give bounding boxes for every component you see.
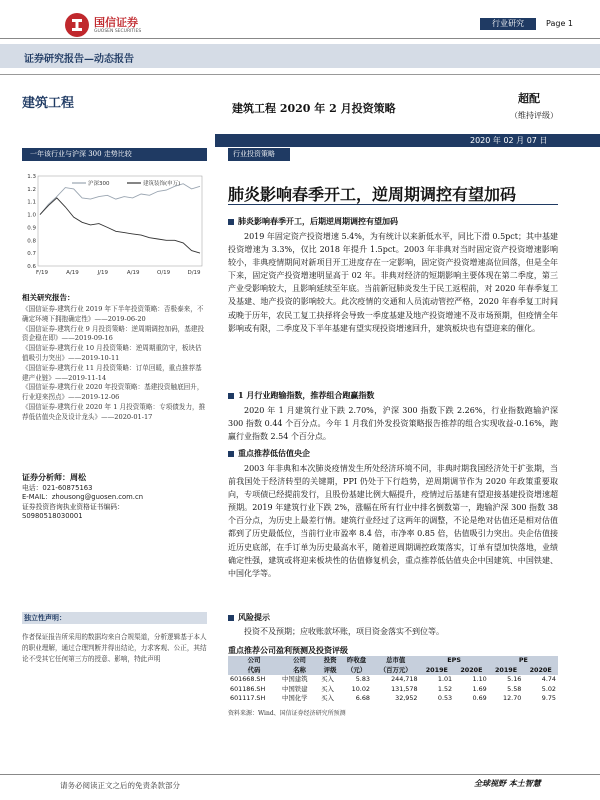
bullet-square-icon [228,451,234,457]
y-tick-label: 0.8 [27,238,36,245]
related-report-item: 《国信证券-建筑行业 9 月投资策略：逆周期调控加码，基建投资企稳在即》——2019-09-16 [22,324,205,343]
table-header: 昨收盘 [341,656,372,666]
table-row [228,685,558,695]
table-cell: 买入 [321,684,334,693]
x-tick-label: A/19 [126,270,140,276]
table-cell: 6.68 [355,694,370,702]
y-tick-label: 0.6 [27,264,36,270]
brand-name-en: GUOSEN SECURITIES [94,29,142,34]
footer-divider [0,774,600,775]
table-source: 资料来源：Wind、国信证券经济研究所预测 [228,710,346,717]
section-2 [228,390,558,443]
bullet-square-icon [228,615,234,621]
table-header: EPS [420,656,489,666]
table-cell: 中国铁建 [281,684,308,693]
table-header: 代码 [228,666,280,676]
table-cell: 32,952 [395,694,418,702]
report-date: 2020 年 02 月 07 日 [470,136,548,145]
section-title: 1 月行业跑输指数，推荐组合跑赢指数 [228,390,558,401]
section-paragraph: 2003 年非典和本次肺炎疫情发生所处经济环境不同，非典时期我国经济处于扩张期，当前我国处于经济转型的关键期，PPI 仍处于下行趋势，逆周期调节作为 2020 年政策重要取向，专项债已经提前发行，且股份基建比例大幅提升，疫情过后基建有望迎接基建投资增速超预期。2019 年建筑行业下跌 2%，涨幅在所有行业中排名倒数第一，跑输沪深 300 指数 38 个百分点，为历史上最差行情。建筑行业经过了这两年的调整，不论是绝对估值还是相对估值都到了历史最低位，当前行业市盈率 8.4 倍，市净率 0.85 倍，估值吸引力突出。央企估值接近历史底部，在手订单为历史最高水平，随着逆周期调控政策落实，订单有望加快落地，业绩确定性强，建筑或将迎来板块性的估值修复机会，重点推荐低估值央企中国建筑、中国铁建、中国化学等。 [228,464,558,578]
category-label: 行业投资策略 [233,150,275,158]
report-type-tag: 行业研究 [480,18,536,30]
analyst-title: 证券分析师：周松 [22,472,86,482]
chart-title: 一年该行业与沪深 300 走势比较 [30,150,132,158]
table-header: 总市值 [372,656,420,666]
table-title: 重点推荐公司盈利预测及投资评级 [228,645,348,655]
section-title: 肺炎影响春季开工，后期逆周期调控有望加码 [228,216,558,227]
table-subheader-row [228,666,558,676]
table-header: 2019E [420,666,455,676]
table-cell: 12.70 [503,694,522,702]
report-banner: 证券研究报告—动态报告 [24,54,134,65]
table-cell: 5.02 [541,684,556,693]
table-cell: 601186.SH [230,684,266,693]
series-line [40,198,200,253]
table-cell: 买入 [321,675,334,683]
y-tick-label: 1.3 [27,174,36,180]
table-cell: 0.69 [472,694,487,702]
table-cell: 131,578 [391,684,418,693]
report-title: 建筑工程 2020 年 2 月投资策略 [232,102,396,115]
table-header: （元） [341,666,372,676]
x-tick-label: A/19 [66,270,79,276]
section-3 [228,448,558,580]
analyst-cert-number: S0980518030001 [22,512,83,521]
section-title: 重点推荐低估值央企 [228,448,558,459]
rating-note: （维持评级） [510,111,558,120]
table-header: 公司 [280,656,319,666]
table-cell: 5.58 [507,684,522,693]
x-tick-label: D/19 [187,270,201,276]
independence-title: 独立性声明： [24,613,66,622]
headline: 肺炎影响春季开工，逆周期调控有望加码 [228,185,517,204]
table-cell: 9.75 [541,694,556,702]
table-cell: 1.52 [437,684,453,693]
plot-frame [38,176,202,266]
series-line [40,184,200,215]
table-header: 名称 [280,666,319,676]
related-report-item: 《国信证券-建筑行业 2020 年投资策略：基建投资触底回升，行业迎来拐点》——2019-12-06 [22,383,204,402]
table-cell: 买入 [321,694,334,702]
table-cell: 4.74 [541,675,556,683]
table-cell: 5.16 [507,675,522,683]
table-header: 评级 [319,666,341,676]
table-header: 投资 [319,656,341,666]
y-tick-label: 1.0 [27,212,36,219]
table-row [228,675,558,685]
independence-text: 作者保证报告所采用的数据均来自合规渠道，分析逻辑基于本人的职业理解，通过合理判断并得出结论，力求客观、公正，其结论不受其它任何第三方的授意、影响，特此声明 [22,633,207,663]
section-paragraph: 投资不及预期；应收账款坏账，项目资金落实不到位等。 [244,627,444,636]
disclaimer-note: 请务必阅读正文之后的免责条款部分 [60,781,180,790]
table-header: 公司 [228,656,280,666]
x-tick-label: O/19 [157,270,171,276]
table-cell: 0.53 [437,694,453,702]
y-tick-label: 1.2 [27,186,36,193]
related-report-item: 《国信证券-建筑行业 11 月投资策略：订单回暖，重点推荐基建产业链》——2019-11-14 [22,363,202,382]
page-number: Page 1 [546,19,573,28]
title-divider [0,74,600,75]
related-reports-title: 相关研究报告： [22,293,75,302]
rating: 超配 [518,92,540,105]
sector-name: 建筑工程 [22,96,75,111]
legend-label: 沪深300 [88,181,110,187]
table-header: 2019E [489,666,524,676]
table-cell: 601117.SH [230,694,266,702]
analyst-contact [22,484,143,522]
table-header: 2020E [454,666,489,676]
headline-divider [228,204,558,205]
table-header-row [228,656,558,666]
y-tick-label: 0.7 [27,251,36,258]
y-tick-label: 0.9 [27,225,36,232]
section-title: 风险提示 [228,612,558,623]
table-row [228,694,558,704]
section-4 [228,612,558,638]
analyst-cert-label: 证券投资咨询执业资格证书编码： [22,502,124,511]
related-report-item: 《国信证券-建筑行业 2020 年 1 月投资策略：专项债发力，推荐低估值央企及设计龙头》——2020-01-17 [22,402,206,421]
table-cell: 中国建筑 [281,675,308,683]
x-tick-label: F/19 [35,270,49,276]
table-header: （百万元） [372,666,420,676]
table-cell: 中国化学 [281,694,308,702]
table-header: 2020E [523,666,558,676]
table-cell: 244,718 [391,675,418,683]
y-tick-label: 1.1 [27,199,36,206]
table-cell: 10.02 [351,684,370,693]
brand-name: 国信证券 [94,16,138,29]
related-reports-list [22,305,208,423]
table-cell: 601668.SH [230,675,266,683]
bullet-square-icon [228,219,234,225]
brand-mark-icon [64,12,90,38]
section-1 [228,216,558,335]
related-report-item: 《国信证券-建筑行业 10 月投资策略：逆周期重防守，板块估值吸引力突出》——2019-10-11 [22,344,202,362]
x-tick-label: J/19 [97,270,109,276]
table-cell: 1.01 [437,675,453,683]
recommendation-table [228,656,558,704]
table-cell: 1.10 [472,675,487,683]
bullet-square-icon [228,393,234,399]
legend-label: 建筑装饰(申万) [143,181,181,187]
footer-slogan: 全球视野 本土智慧 [474,778,541,788]
table-cell: 1.69 [472,684,487,693]
section-paragraph: 2019 年固定资产投资增速 5.4%，为有统计以来新低水平，同比下滑 0.5pct；其中基建投资增速为 3.3%，仅比 2018 年提升 1.5pct。2003 年非典对当时固定资产投资增速影响较小，非典疫情期间对新项目开工进度存在一定影响，固定资产投资增速高位回落，但是全年下来，固定资产投资增速明显高于 02 年。非典对经济的短期影响主要体现在第二季度，第三产业受影响较大，且影响延续至年底。当前新冠肺炎发生于民工返程前，对 2020 年春季复工及基建、地产投资的影响较大。此次疫情的交通和人员流动管控严格，2020 年春季复工时间或晚于历年，农民工复工抉择将会导致一季度基建及地产投资增速不及市场预期，但疫情全年影响或有限，二季度及下半年基建有望实现投资增速回升，建筑板块也有望迎来的催化。 [228,232,558,333]
performance-chart [22,170,207,278]
analyst-email: E-MAIL：zhousong@guosen.com.cn [22,493,144,502]
header-divider [0,38,600,39]
section-paragraph: 2020 年 1 月建筑行业下跌 2.70%，沪深 300 指数下跌 2.26%，行业指数跑输沪深 300 指数 0.44 个百分点。今年 1 月我们外发投资策略报告推荐的组合实现收益-0.16%，跑赢行业指数 2.54 个百分点。 [228,406,558,442]
table-header: PE [489,656,558,666]
table-cell: 5.83 [355,675,370,683]
analyst-phone: 电话：021-60875163 [22,484,93,492]
related-report-item: 《国信证券-建筑行业 2019 年下半年投资策略：否极泰来，不确定环境下拥抱确定性》——2019-06-20 [22,305,204,323]
